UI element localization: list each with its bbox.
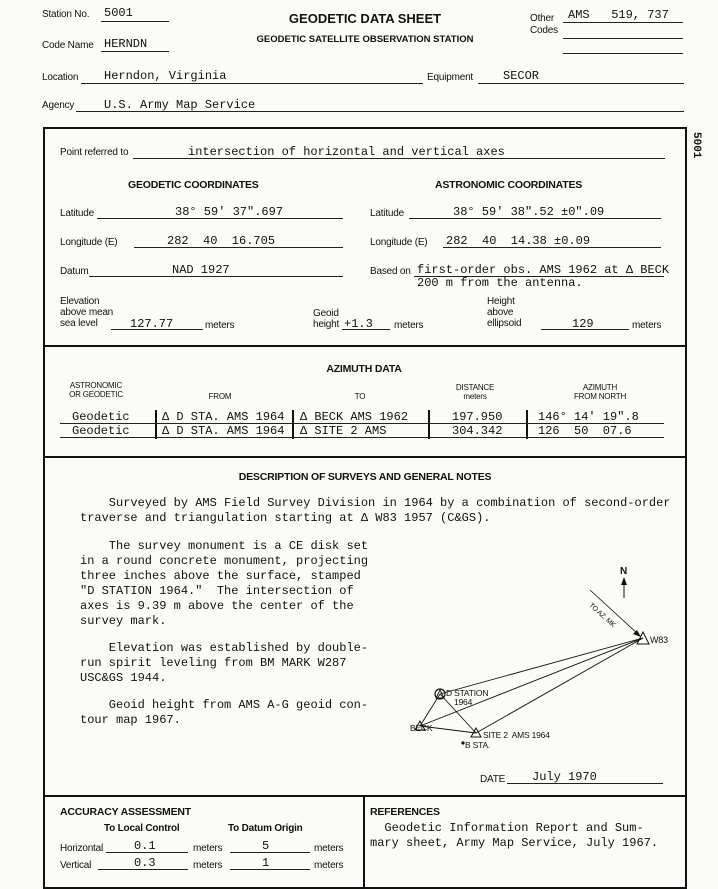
geoid-height-unit: meters	[394, 320, 424, 331]
sheet-subtitle: GEODETIC SATELLITE OBSERVATION STATION	[256, 34, 474, 45]
astro-lon-label: Longitude (E)	[370, 237, 428, 248]
ellipsoid-height-value: 129	[572, 317, 594, 331]
azimuth-col-distance: DISTANCE meters	[455, 383, 495, 401]
references-text: Geodetic Information Report and Sum- mary sheet, Army Map Service, July 1967.	[370, 821, 659, 850]
elevation-label: Elevation above mean sea level	[60, 296, 114, 329]
astro-lat-label: Latitude	[370, 208, 404, 219]
datum-value: NAD 1927	[172, 263, 230, 277]
azimuth-heading: AZIMUTH DATA	[326, 363, 402, 375]
geodetic-lat-label: Latitude	[60, 208, 94, 219]
other-codes-label: Other	[530, 13, 555, 24]
code-name-value: HERNDN	[104, 37, 148, 51]
description-para-1: Surveyed by AMS Field Survey Division in 1964 by a combination of second-order traverse and triangulation starting at Δ W83 1957 (C&GS).	[80, 496, 671, 525]
accuracy-h-datum: 5	[262, 839, 270, 853]
geodetic-lon-label: Longitude (E)	[60, 237, 118, 248]
azimuth-col-from: FROM	[208, 392, 232, 401]
accuracy-heading: ACCURACY ASSESSMENT	[60, 806, 191, 818]
azimuth-row-type: Geodetic	[72, 410, 130, 424]
azimuth-row-type: Geodetic	[72, 424, 130, 438]
other-codes-label-2: Codes	[530, 25, 558, 36]
date-label: DATE	[480, 774, 506, 785]
elevation-unit: meters	[205, 320, 235, 331]
accuracy-h-local: 0.1	[134, 839, 156, 853]
accuracy-horizontal-label: Horizontal	[60, 843, 104, 854]
geodetic-lon-value: 282 40 16.705	[167, 234, 276, 248]
d-station-label: D STATION 1964	[446, 688, 489, 707]
azimuth-col-type: ASTRONOMIC OR GEODETIC	[69, 381, 123, 399]
date-value: July 1970	[532, 770, 597, 784]
based-on-value: first-order obs. AMS 1962 at Δ BECK	[417, 263, 670, 277]
azimuth-row-from: Δ D STA. AMS 1964	[162, 424, 285, 438]
azimuth-row-to: Δ SITE 2 AMS	[300, 424, 387, 438]
based-on-label: Based on	[370, 266, 411, 277]
azimuth-row-distance: 197.950	[452, 410, 503, 424]
azimuth-row-azimuth: 126 50 07.6	[538, 424, 632, 438]
geoid-height-label: Geoid height	[313, 308, 340, 330]
equipment-value: SECOR	[503, 69, 540, 83]
code-name-label: Code Name	[42, 40, 94, 51]
site2-label: SITE 2 AMS 1964	[483, 730, 550, 740]
description-para-3: Elevation was established by double- run spirit leveling from BM MARK W287 USC&GS 1944.	[80, 641, 369, 685]
north-arrow-label: N	[620, 566, 628, 577]
azimuth-row-distance: 304.342	[452, 424, 503, 438]
equipment-label: Equipment	[427, 72, 474, 83]
other-codes-value: AMS 519, 737	[568, 8, 669, 22]
side-station-number: 5001	[690, 132, 702, 159]
geodetic-heading: GEODETIC COORDINATES	[128, 179, 259, 191]
ellipsoid-height-unit: meters	[632, 320, 662, 331]
azimuth-row-to: Δ BECK AMS 1962	[300, 410, 409, 424]
point-ref-label: Point referred to	[60, 147, 129, 158]
astronomic-heading: ASTRONOMIC COORDINATES	[435, 179, 583, 191]
station-no-label: Station No.	[42, 9, 90, 20]
azimuth-row-from: Δ D STA. AMS 1964	[162, 410, 285, 424]
accuracy-v-local: 0.3	[134, 856, 156, 870]
b-sta-label: B STA.	[465, 740, 491, 750]
astro-lon-value: 282 40 14.38 ±0.09	[446, 234, 591, 248]
accuracy-vertical-label: Vertical	[60, 860, 92, 871]
agency-label: Agency	[42, 100, 75, 111]
azimuth-col-azimuth: AZIMUTH FROM NORTH	[573, 383, 627, 401]
point-ref-value: intersection of horizontal and vertical axes	[188, 145, 505, 159]
accuracy-col-local: To Local Control	[104, 823, 180, 834]
sheet-title: GEODETIC DATA SHEET	[288, 11, 442, 26]
agency-value: U.S. Army Map Service	[104, 98, 256, 112]
accuracy-unit: meters	[193, 843, 223, 854]
accuracy-v-datum: 1	[262, 856, 270, 870]
location-value: Herndon, Virginia	[104, 69, 227, 83]
datum-label: Datum	[60, 266, 89, 277]
astro-lat-value: 38° 59' 38".52 ±0".09	[453, 205, 605, 219]
references-heading: REFERENCES	[370, 806, 440, 818]
geodetic-lat-value: 38° 59' 37".697	[175, 205, 284, 219]
azimuth-col-to: TO	[354, 392, 366, 401]
beck-label: BECK	[410, 723, 433, 733]
accuracy-unit: meters	[314, 843, 344, 854]
description-heading: DESCRIPTION OF SURVEYS AND GENERAL NOTES	[238, 471, 492, 483]
based-on-value-2: 200 m from the antenna.	[417, 276, 583, 290]
elevation-value: 127.77	[130, 317, 174, 331]
accuracy-col-datum: To Datum Origin	[228, 823, 303, 834]
accuracy-unit: meters	[193, 860, 223, 871]
accuracy-unit: meters	[314, 860, 344, 871]
description-para-2: The survey monument is a CE disk set in a round concrete monument, projecting three inches above the surface, stamped "D STATION 1964." The intersection of axes is 9.39 m above the center of the survey mark.	[80, 539, 369, 628]
description-para-4: Geoid height from AMS A-G geoid con- tour map 1967.	[80, 698, 369, 727]
station-no-value: 5001	[104, 6, 133, 20]
location-label: Location	[42, 72, 79, 83]
geoid-height-value: +1.3	[344, 317, 373, 331]
ellipsoid-height-label: Height above ellipsoid	[487, 296, 522, 329]
azimuth-row-azimuth: 146° 14' 19".8	[538, 410, 639, 424]
w83-label: W83	[650, 635, 668, 645]
to-az-mk-label: TO AZ. MK	[587, 602, 617, 630]
